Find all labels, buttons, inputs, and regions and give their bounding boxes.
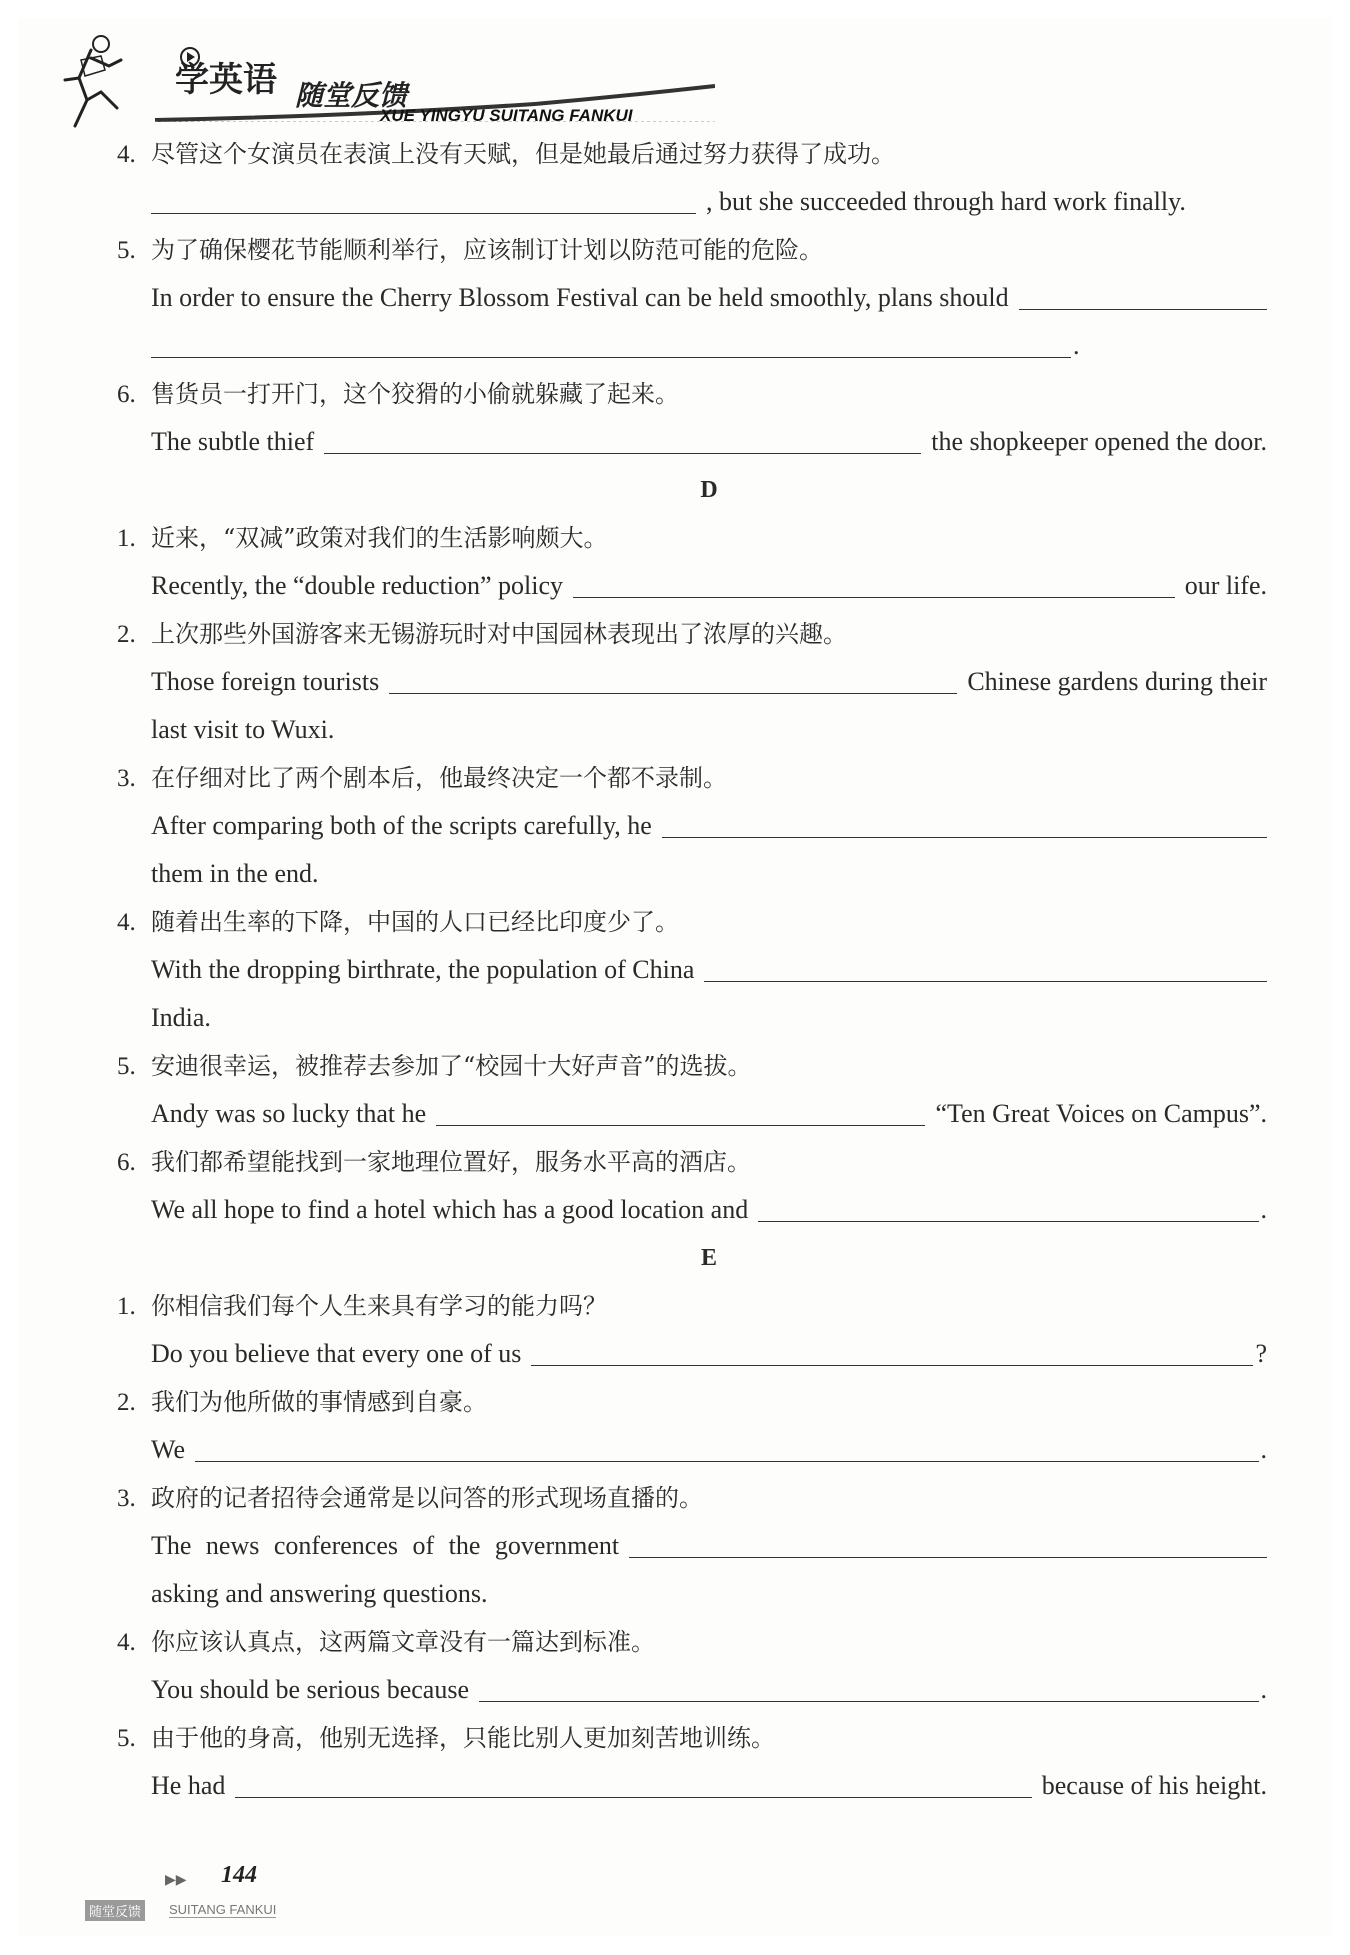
question-text-cn: 上次那些外国游客来无锡游玩时对中国园林表现出了浓厚的兴趣。 [151,620,847,648]
answer-blank[interactable] [758,1220,1258,1222]
page-header [55,22,695,132]
question-text-before: In order to ensure the Cherry Blossom Festival can be held smoothly, plans should [151,283,1009,312]
question-text-before: With the dropping birthrate, the population of China [151,955,695,984]
footer-label: SUITANG FANKUI [169,1902,277,1917]
answer-blank[interactable] [195,1460,1259,1462]
question-text-end: . [1260,1435,1267,1464]
page-number: 144 [221,1862,257,1888]
question-en [117,1666,1267,1714]
logo-title-en: XUE YINGYU SUITANG FANKUI [380,106,633,125]
page-footer [85,1860,385,1920]
question-en-cont: India. [151,1003,211,1032]
question-text-after: “Ten Great Voices on Campus”. [935,1099,1267,1128]
question-cn [117,370,1267,418]
question-number: 4. [117,1629,136,1656]
question-number: 3. [117,1485,136,1512]
question-text-before: The subtle thief [151,427,315,456]
question-text-before: The news conferences of the government [151,1531,620,1560]
question-text-before: Andy was so lucky that he [151,1099,427,1128]
question-number: 4. [117,141,136,168]
question-text-end: . [1073,331,1080,360]
question-text-cn: 尽管这个女演员在表演上没有天赋，但是她最后通过努力获得了成功。 [151,140,895,168]
question-en [117,418,1267,466]
question-text-cn: 为了确保樱花节能顺利举行，应该制订计划以防范可能的危险。 [151,236,823,264]
question-text-before: He had [151,1771,226,1800]
question-number: 1. [117,1293,136,1320]
question-en-cont: them in the end. [151,859,319,888]
question-text-cn: 在仔细对比了两个剧本后，他最终决定一个都不录制。 [151,764,727,792]
question-en-cont: asking and answering questions. [151,1579,488,1608]
question-number: 5. [117,237,136,264]
question-text-cn: 你应该认真点，这两篇文章没有一篇达到标准。 [151,1628,655,1656]
question-text-end: . [1260,1195,1267,1224]
arrow-icon: ▶▶ [165,1872,187,1888]
answer-blank[interactable] [151,356,1071,358]
logo-title-cn: 学英语 [175,60,277,100]
question-cn [117,1042,1267,1090]
question-en [117,946,1267,994]
question-text-cn: 我们为他所做的事情感到自豪。 [151,1388,487,1416]
answer-blank[interactable] [629,1556,1267,1558]
question-cn [117,1282,1267,1330]
question-cn [117,226,1267,274]
question-en [117,178,1267,226]
question-text-after: Chinese gardens during their [967,667,1267,696]
question-text-after: our life. [1184,571,1267,600]
question-text-cn: 安迪很幸运，被推荐去参加了“校园十大好声音”的选拔。 [151,1052,752,1080]
question-text-cn: 由于他的身高，他别无选择，只能比别人更加刻苦地训练。 [151,1724,775,1752]
question-cn [117,610,1267,658]
question-number: 2. [117,1389,136,1416]
question-text-before: Do you believe that every one of us [151,1339,522,1368]
answer-blank[interactable] [389,692,957,694]
question-en [117,1762,1267,1810]
question-en-cont: last visit to Wuxi. [151,715,335,744]
question-cn [117,1714,1267,1762]
question-cn [117,1378,1267,1426]
footer-badge: 随堂反馈 [85,1900,145,1921]
answer-blank[interactable] [324,452,921,454]
question-number: 3. [117,765,136,792]
question-en-cont [117,322,1267,370]
question-text-after: , but she succeeded through hard work finally. [706,187,1186,216]
answer-blank[interactable] [704,980,1267,982]
question-en [117,274,1267,322]
question-en [117,562,1267,610]
question-cn [117,514,1267,562]
question-text-before: Those foreign tourists [151,667,380,696]
question-text-before: After comparing both of the scripts carefully, he [151,811,652,840]
question-cn [117,898,1267,946]
question-cn [117,1138,1267,1186]
question-text-cn: 你相信我们每个人生来具有学习的能力吗？ [151,1292,607,1320]
question-cn [117,754,1267,802]
question-number: 2. [117,621,136,648]
question-text-before: We all hope to find a hotel which has a good location and [151,1195,749,1224]
question-number: 1. [117,525,136,552]
section-heading: E [700,1245,717,1271]
question-text-cn: 我们都希望能找到一家地理位置好，服务水平高的酒店。 [151,1148,751,1176]
answer-blank[interactable] [1019,308,1267,310]
answer-blank[interactable] [479,1700,1259,1702]
question-text-cn: 近来，“双减”政策对我们的生活影响颇大。 [151,524,608,552]
question-text-end: ? [1255,1339,1267,1368]
answer-blank[interactable] [436,1124,925,1126]
answer-blank[interactable] [573,596,1175,598]
question-text-end: . [1260,1675,1267,1704]
question-text-after: the shopkeeper opened the door. [931,427,1267,456]
question-en [117,658,1267,706]
question-cn [117,1618,1267,1666]
question-number: 6. [117,381,136,408]
question-text-before: You should be serious because [151,1675,469,1704]
answer-blank[interactable] [662,836,1267,838]
question-text-cn: 售货员一打开门，这个狡猾的小偷就躲藏了起来。 [151,380,679,408]
question-cn [117,1474,1267,1522]
question-text-cn: 随着出生率的下降，中国的人口已经比印度少了。 [151,908,679,936]
question-text-before: Recently, the “double reduction” policy [151,571,564,600]
question-en [117,1426,1267,1474]
exercise-content [117,130,1267,1810]
question-number: 5. [117,1053,136,1080]
question-en [117,1522,1267,1570]
question-number: 5. [117,1725,136,1752]
question-en [117,1186,1267,1234]
question-en [117,1090,1267,1138]
question-number: 4. [117,909,136,936]
answer-blank[interactable] [531,1364,1253,1366]
question-text-after: because of his height. [1041,1771,1267,1800]
section-heading: D [700,477,718,503]
question-en [117,1330,1267,1378]
question-number: 6. [117,1149,136,1176]
question-text-cn: 政府的记者招待会通常是以问答的形式现场直播的。 [151,1484,703,1512]
logo-subtitle-cn: 随堂反馈 [295,79,408,112]
question-text-before: We [151,1435,185,1464]
question-en [117,802,1267,850]
question-cn [117,130,1267,178]
answer-blank[interactable] [235,1796,1031,1798]
runner-logo-icon [61,30,131,130]
answer-blank[interactable] [151,212,696,214]
